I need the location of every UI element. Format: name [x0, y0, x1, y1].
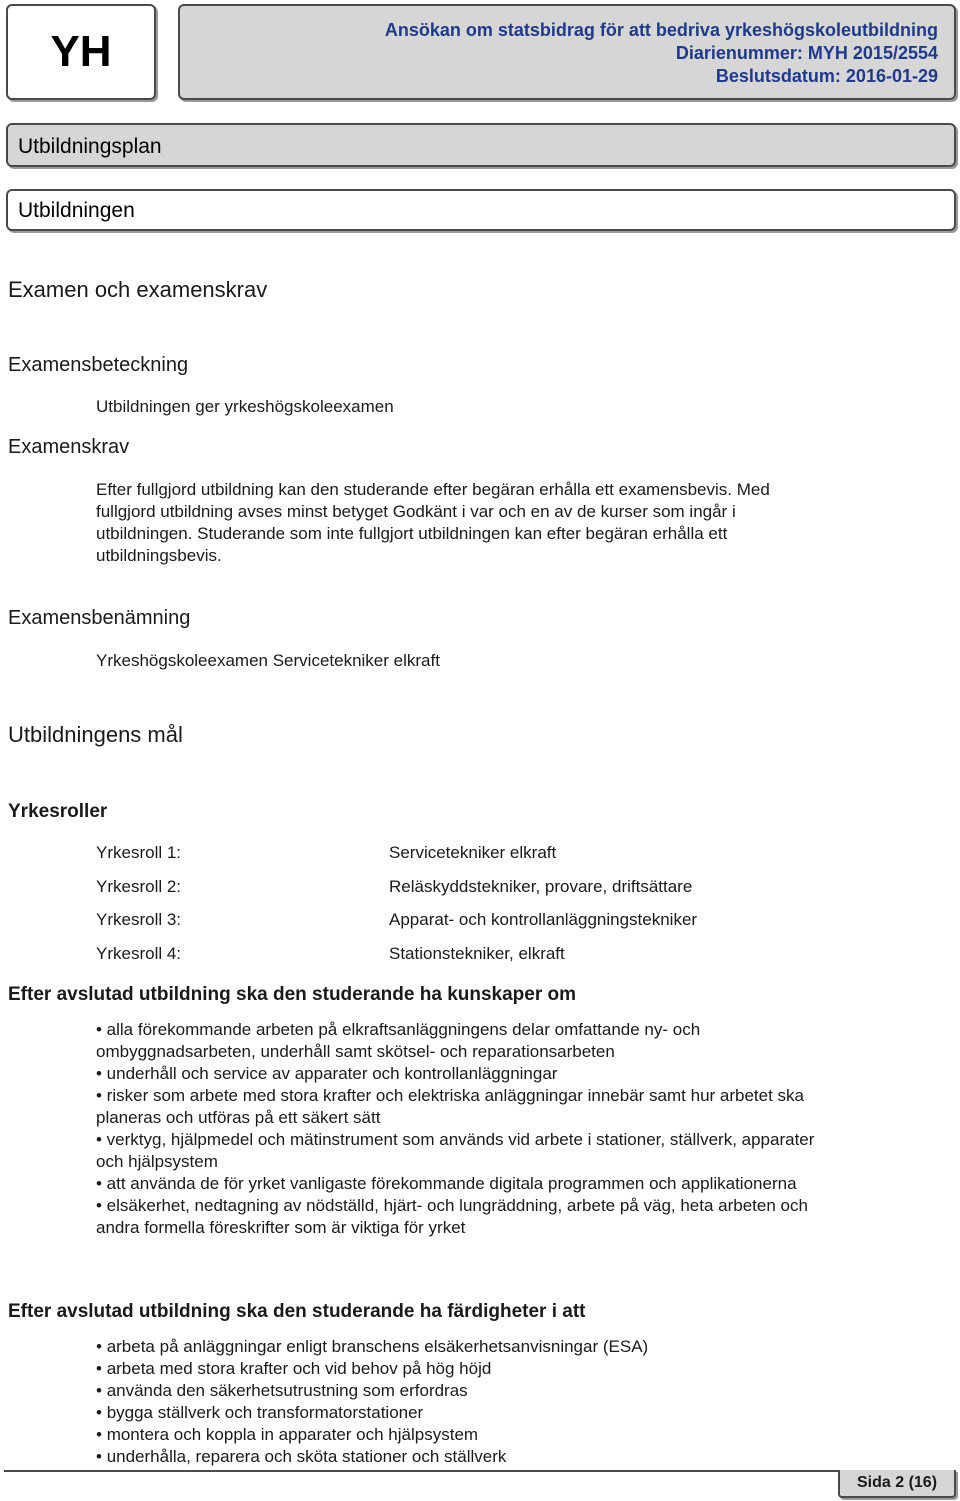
kunskaper-line: • elsäkerhet, nedtagning av nödställd, hjärt- och lungräddning, arbete på väg, heta arbeten och	[96, 1196, 808, 1215]
kunskaper-line: • alla förekommande arbeten på elkraftsanläggningens delar omfattande ny- och	[96, 1020, 701, 1039]
kunskaper-line: • risker som arbete med stora krafter och elektriska anläggningar innebär samt hur arbetet ska	[96, 1086, 805, 1105]
examensbenamning-label: Examensbenämning	[8, 607, 191, 629]
kunskaper-line: • underhåll och service av apparater och kontrollanläggningar	[96, 1064, 558, 1083]
fardighet-item: • arbeta på anläggningar enligt branschens elsäkerhetsanvisningar (ESA)	[96, 1336, 946, 1358]
examenskrav-line: fullgjord utbildning avses minst betyget Godkänt i var och en av de kurser som ingår i	[96, 502, 736, 521]
yrkesroll-value: Servicetekniker elkraft	[389, 843, 557, 862]
yrkesroll-value: Apparat- och kontrollanläggningstekniker	[389, 910, 698, 929]
section-title-bar	[6, 123, 956, 167]
kunskaper-line: ombyggnadsarbeten, underhåll samt skötsel- och reparationsarbeten	[96, 1042, 615, 1061]
examen-heading: Examen och examenskrav	[8, 277, 268, 302]
kunskaper-heading: Efter avslutad utbildning ska den studerande ha kunskaper om	[8, 984, 577, 1005]
fardigheter-list	[96, 1336, 946, 1468]
kunskaper-line: • verktyg, hjälpmedel och mätinstrument som används vid arbete i stationer, ställverk, apparater	[96, 1130, 815, 1149]
yrkesroll-value: Stationstekniker, elkraft	[389, 943, 565, 963]
page-number-box	[838, 1470, 956, 1498]
logo-text: YH	[50, 27, 112, 76]
yrkesroll-label: Yrkesroll 1:	[96, 843, 182, 862]
examenskrav-line: Efter fullgjord utbildning kan den studerande efter begäran erhålla ett examensbevis. Med	[96, 480, 770, 499]
yrkesroll-label: Yrkesroll 4:	[96, 943, 182, 963]
logo	[6, 4, 156, 100]
yrkesroll-row	[96, 842, 796, 876]
examensbeteckning-value: Utbildningen ger yrkeshögskoleexamen	[96, 397, 394, 416]
kunskaper-line: andra formella föreskrifter som är viktiga för yrket	[96, 1218, 466, 1237]
yrkesroller-list	[96, 842, 796, 976]
yrkesroll-row	[96, 876, 796, 910]
examensbenamning-value: Yrkeshögskoleexamen Servicetekniker elkraft	[96, 651, 440, 670]
subsection-title: Utbildningen	[18, 199, 135, 222]
yrkesroll-row	[96, 943, 796, 977]
fardighet-item: • använda den säkerhetsutrustning som erfordras	[96, 1380, 946, 1402]
page-number: Sida 2 (16)	[856, 1474, 938, 1491]
fardighet-item: • montera och koppla in apparater och hjälpsystem	[96, 1424, 946, 1446]
kunskaper-list	[96, 1019, 946, 1239]
examenskrav-label: Examenskrav	[8, 436, 130, 458]
yrkesroll-row	[96, 909, 796, 943]
subsection-title-bar	[6, 189, 956, 231]
fardighet-item: • arbeta med stora krafter och vid behov på hög höjd	[96, 1358, 946, 1380]
section-title: Utbildningsplan	[18, 135, 162, 158]
document-title: Ansökan om statsbidrag för att bedriva yrkeshögskoleutbildning	[384, 20, 938, 40]
examenskrav-text	[96, 479, 896, 567]
yrkesroll-label: Yrkesroll 3:	[96, 910, 182, 929]
utbildningens-mal-heading: Utbildningens mål	[8, 722, 183, 747]
diarienummer: Diarienummer: MYH 2015/2554	[675, 43, 938, 63]
examenskrav-line: utbildningen. Studerande som inte fullgjort utbildningen kan efter begäran erhålla ett	[96, 524, 728, 543]
document-header	[178, 4, 956, 100]
examenskrav-line: utbildningsbevis.	[96, 546, 222, 565]
fardighet-item: • underhålla, reparera och sköta stationer och ställverk	[96, 1446, 946, 1468]
yrkesroll-label: Yrkesroll 2:	[96, 876, 182, 896]
kunskaper-line: och hjälpsystem	[96, 1152, 218, 1171]
fardigheter-heading: Efter avslutad utbildning ska den studerande ha färdigheter i att	[8, 1301, 586, 1322]
examensbeteckning-label: Examensbeteckning	[8, 354, 189, 376]
beslutsdatum: Beslutsdatum: 2016-01-29	[715, 66, 938, 86]
fardighet-item: • bygga ställverk och transformatorstationer	[96, 1402, 946, 1424]
kunskaper-line: • att använda de för yrket vanligaste förekommande digitala programmen och applikationerna	[96, 1174, 797, 1193]
footer-divider	[4, 1470, 956, 1472]
yrkesroll-value: Reläskyddstekniker, provare, driftsättare	[389, 876, 693, 896]
yrkesroller-heading: Yrkesroller	[8, 801, 108, 822]
kunskaper-line: planeras och utföras på ett säkert sätt	[96, 1108, 381, 1127]
